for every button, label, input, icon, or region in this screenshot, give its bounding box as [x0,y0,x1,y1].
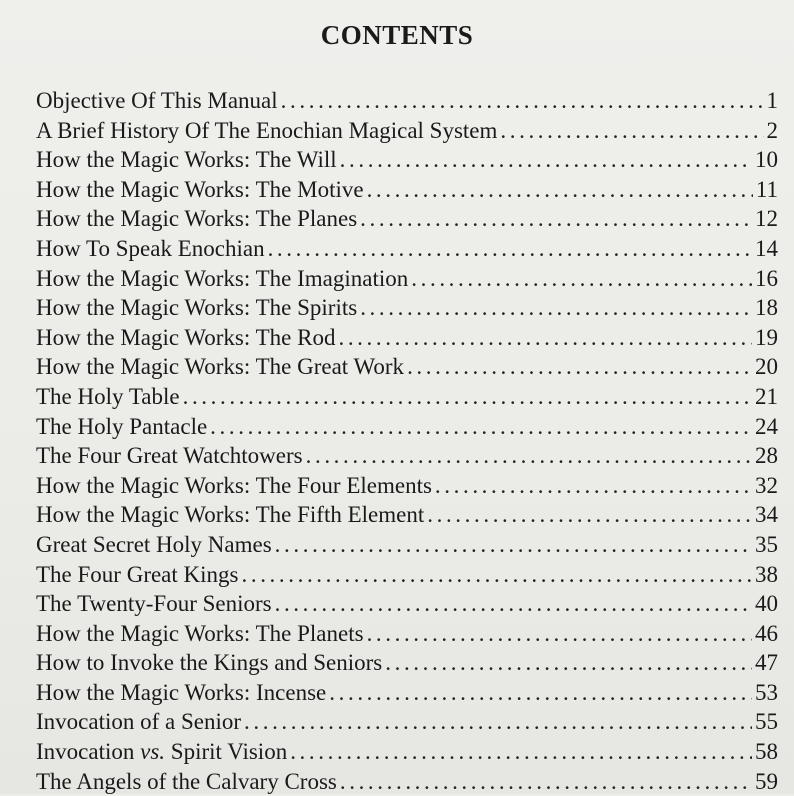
toc-entry-page: 18 [755,295,778,321]
leader-dots [329,678,752,708]
toc-entry-page: 2 [766,117,778,143]
toc-entry [36,441,778,471]
toc-entry [36,86,778,116]
leader-dots [360,204,752,234]
leader-dots [210,412,752,442]
toc-entry-title-tail: Spirit Vision [170,739,288,765]
toc-entry [36,648,778,678]
toc-entry-page: 40 [755,591,778,617]
toc-entry-page: 32 [755,472,778,498]
leader-dots [340,767,752,796]
leader-dots [435,471,752,501]
toc-entry-page: 12 [755,206,778,232]
toc-entry [36,471,778,501]
toc-entry [36,707,778,737]
toc-entry-page: 10 [755,147,778,173]
leader-dots [340,145,752,175]
toc-entry-page: 28 [755,443,778,469]
leader-dots [275,530,752,560]
toc-entry-page: 16 [755,265,778,291]
leader-dots [244,707,752,737]
toc-entry-page: 24 [755,413,778,439]
toc-entry-page: 20 [755,354,778,380]
toc-entry-title: How the Magic Works: The Will [36,147,337,173]
leader-dots [242,560,753,590]
leader-dots [427,500,752,530]
toc-entry [36,234,778,264]
toc-entry-title: How to Invoke the Kings and Seniors [36,650,383,676]
toc-entry [36,145,778,175]
toc-entry-page: 34 [755,502,778,528]
toc-entry-title: How To Speak Enochian [36,235,265,261]
leader-dots [275,589,752,619]
toc-entry-page: 21 [755,383,778,409]
toc-entry [36,619,778,649]
toc-entry-title: How the Magic Works: The Great Work [36,354,405,380]
toc-entry-title: Great Secret Holy Names [36,531,272,557]
toc-entry-title: The Holy Pantacle [36,413,208,439]
toc-entry [36,175,778,205]
leader-dots [281,86,764,116]
toc-entry [36,204,778,234]
toc-entry-page: 11 [755,176,778,202]
toc-entry-page: 59 [755,768,778,794]
toc-entry-title: How the Magic Works: The Four Elements [36,472,432,498]
toc-entry-page: 38 [755,561,778,587]
toc-entry-title: How the Magic Works: The Spirits [36,295,358,321]
leader-dots [407,352,752,382]
toc-entry-title: A Brief History Of The Enochian Magical System [36,117,498,143]
leader-dots [338,323,752,353]
toc-entry-title: Objective Of This Manual [36,88,278,113]
toc-entry-title: The Four Great Kings [36,561,239,587]
toc-entry [36,500,778,530]
toc-entry-title: Invocation of a Senior [36,709,242,735]
toc-entry-page: 35 [755,531,778,557]
toc-entry-title: How the Magic Works: Incense [36,679,327,705]
toc-entry-title: How the Magic Works: The Rod [36,324,336,350]
toc-entry-title-italic: vs. [140,739,166,765]
toc-entry [36,678,778,708]
toc-entry-title-head: Invocation [36,739,135,765]
table-of-contents [36,86,778,796]
toc-entry-title [36,737,287,767]
toc-entry [36,352,778,382]
toc-entry-page: 1 [766,88,778,113]
toc-entry [36,412,778,442]
toc-entry-title: The Four Great Watchtowers [36,443,303,469]
toc-entry-title: How the Magic Works: The Motive [36,176,364,202]
leader-dots [183,382,752,412]
leader-dots [268,234,752,264]
toc-entry [36,264,778,294]
toc-entry-title: The Angels of the Calvary Cross [36,768,337,794]
toc-entry-title: How the Magic Works: The Imagination [36,265,409,291]
toc-entry-title: How the Magic Works: The Fifth Element [36,502,425,528]
toc-entry-page: 55 [755,709,778,735]
leader-dots [500,116,763,146]
toc-entry-page: 58 [755,739,778,765]
toc-entry-page: 47 [755,650,778,676]
leader-dots [367,175,753,205]
toc-entry [36,382,778,412]
toc-entry [36,767,778,796]
toc-entry-title: How the Magic Works: The Planes [36,206,358,232]
toc-entry-title: How the Magic Works: The Planets [36,620,364,646]
toc-entry-page: 14 [755,235,778,261]
leader-dots [367,619,752,649]
leader-dots [290,737,752,767]
contents-heading: CONTENTS [320,20,474,50]
toc-entry [36,323,778,353]
toc-entry-title: The Twenty-Four Seniors [36,591,272,617]
leader-dots [385,648,752,678]
toc-entry [36,737,778,767]
leader-dots [360,293,752,323]
toc-entry [36,293,778,323]
leader-dots [411,264,752,294]
toc-entry-title: The Holy Table [36,383,180,409]
toc-entry [36,560,778,590]
toc-entry-page: 53 [755,679,778,705]
toc-entry-page: 19 [755,324,778,350]
toc-entry-page: 46 [755,620,778,646]
leader-dots [306,441,752,471]
toc-entry [36,589,778,619]
toc-entry [36,530,778,560]
toc-entry [36,116,778,146]
